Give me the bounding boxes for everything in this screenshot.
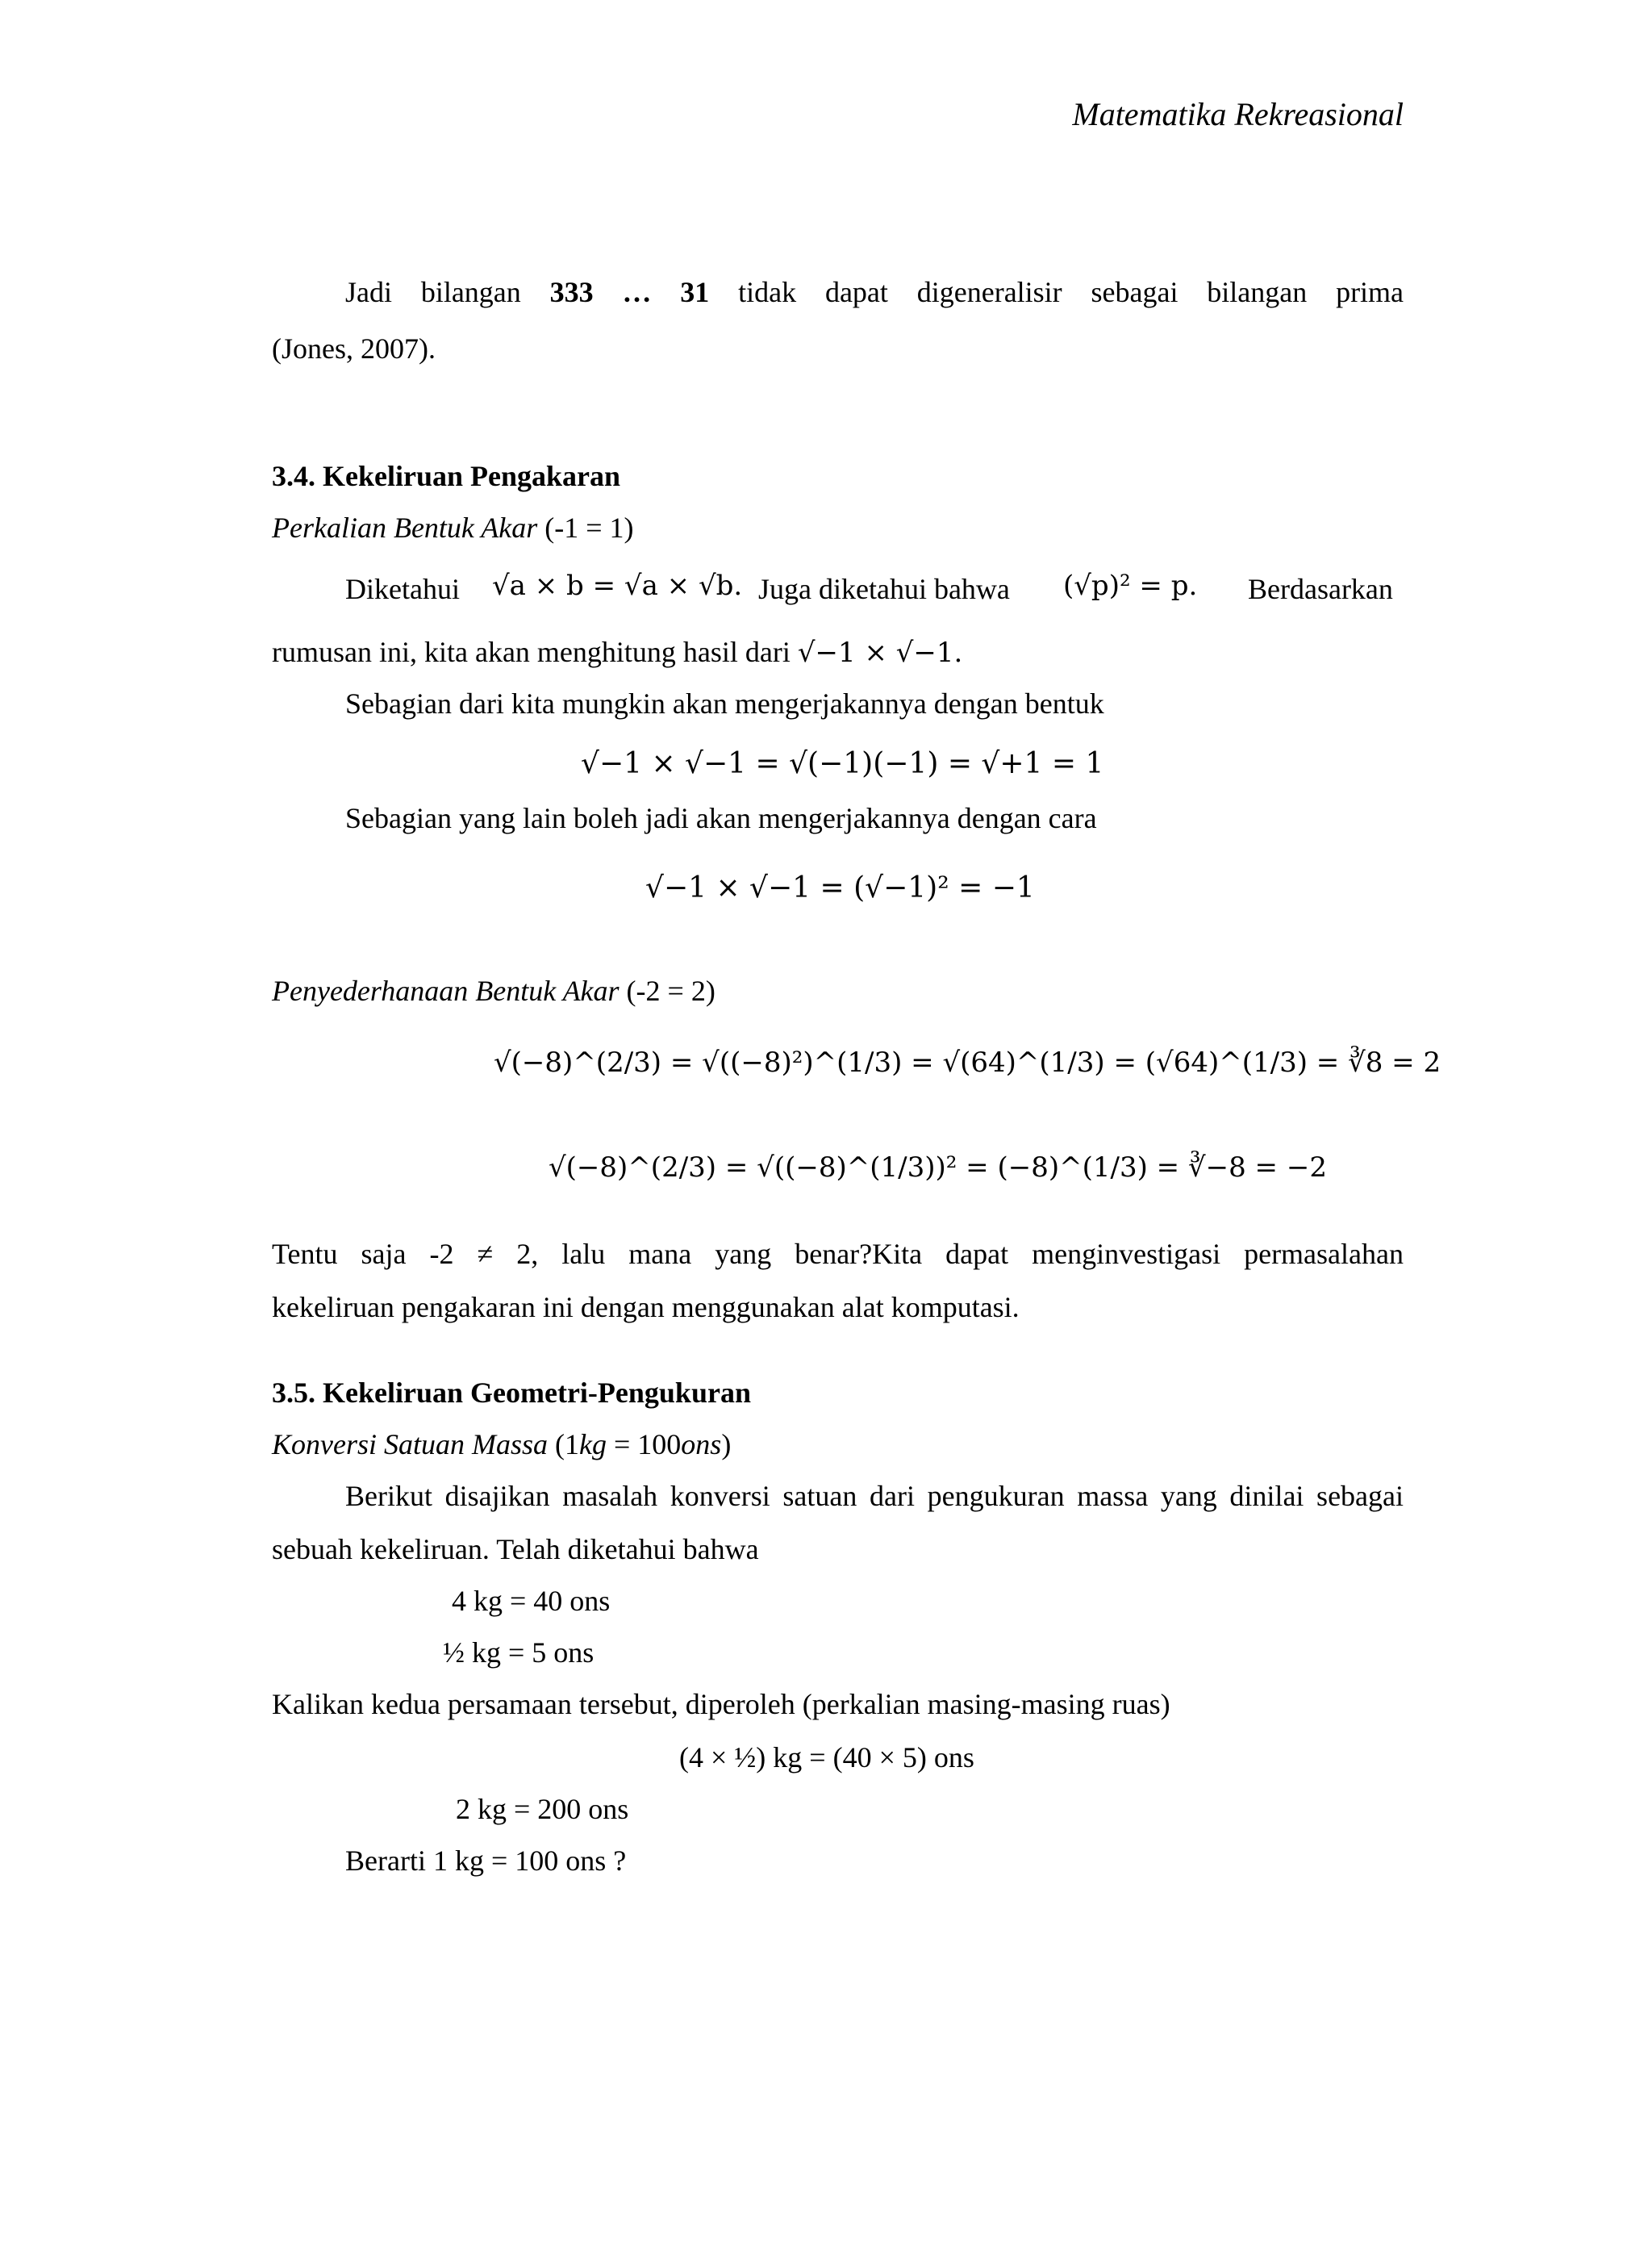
s35-equation-4: 2 kg = 200 ons — [456, 1793, 629, 1825]
section-3-4-number: 3.4. — [272, 460, 315, 492]
equation-b — [645, 852, 1035, 917]
subheading-konversi-eq: = 100 — [606, 1428, 682, 1460]
intro-line-1 — [345, 274, 1404, 310]
subheading-konversi-kg: kg — [579, 1428, 607, 1460]
subheading-konversi-close: ) — [721, 1428, 732, 1460]
equation-c-text: √(−8)^(2/3) = √((−8)²)^(1/3) = √(64)^(1/3) = (√64)^(1/3) = ∛8 = 2 — [494, 1047, 1441, 1079]
s35-equation-3: (4 × ½) kg = (40 × 5) ons — [679, 1741, 974, 1773]
equation-b-text: √−1 × √−1 = (√−1)² = −1 — [645, 871, 1035, 904]
s35-equation-1: 4 kg = 40 ons — [452, 1585, 611, 1617]
equation-c — [494, 1021, 1441, 1094]
intro-number: 333 … 31 — [549, 276, 710, 308]
p1-equation-root-product — [492, 570, 742, 602]
p1-diketahui: Diketahui — [345, 573, 460, 605]
p2-text: Sebagian dari kita mungkin akan mengerjakannya dengan bentuk — [345, 687, 1104, 720]
s35-p2-text: Kalikan kedua persamaan tersebut, diperoleh (perkalian masing-masing ruas) — [272, 1688, 1170, 1720]
subheading-penyederhanaan — [272, 973, 715, 1009]
p1-equation-square — [1063, 570, 1197, 602]
p1-equation-root-product-text: √a × b = √a × √b. — [492, 570, 743, 602]
equation-d-text: √(−8)^(2/3) = √((−8)^(1/3))² = (−8)^(1/3) = ∛−8 = −2 — [549, 1151, 1327, 1184]
subheading-perkalian-paren: (-1 = 1) — [544, 512, 634, 544]
p1-equation-square-text: (√p)² = p. — [1063, 570, 1198, 602]
p1-line-2 — [272, 634, 962, 671]
equation-a-text: √−1 × √−1 = √(−1)(−1) = √+1 = 1 — [581, 747, 1104, 780]
section-3-5-number: 3.5. — [272, 1377, 315, 1409]
subheading-perkalian-italic: Perkalian Bentuk Akar — [272, 512, 538, 544]
p4-line-2: kekeliruan pengakaran ini dengan menggunakan alat komputasi. — [272, 1291, 1020, 1323]
intro-text-b: tidak dapat digeneralisir sebagai bilangan prima — [738, 276, 1404, 308]
s35-p1-line-2: sebuah kekeliruan. Telah diketahui bahwa — [272, 1533, 759, 1565]
section-3-4-heading — [272, 458, 620, 494]
subheading-konversi-ons: ons — [681, 1428, 722, 1460]
subheading-konversi-open: (1 — [555, 1428, 579, 1460]
subheading-penyederhanaan-italic: Penyederhanaan Bentuk Akar — [272, 975, 620, 1007]
section-3-4-title: Kekeliruan Pengakaran — [323, 460, 621, 492]
running-header: Matematika Rekreasional — [1072, 96, 1404, 132]
s35-equation-2: ½ kg = 5 ons — [443, 1636, 594, 1669]
s35-p3-text: Berarti 1 kg = 100 ons ? — [345, 1844, 627, 1877]
p1-line-2-text: rumusan ini, kita akan menghitung hasil dari — [272, 636, 791, 668]
p1-berdasarkan: Berdasarkan — [1248, 573, 1393, 605]
p4-line-1: Tentu saja -2 ≠ 2, lalu mana yang benar?Kita dapat menginvestigasi permasalahan — [272, 1238, 1404, 1270]
intro-line-2: (Jones, 2007). — [272, 332, 436, 365]
equation-a — [581, 736, 1104, 784]
section-3-5-heading — [272, 1375, 751, 1410]
p1-line-2-equation: √−1 × √−1. — [797, 637, 963, 669]
s35-p1-line-1: Berikut disajikan masalah konversi satuan dari pengukuran massa yang dinilai sebagai — [345, 1480, 1404, 1512]
section-3-5-title: Kekeliruan Geometri-Pengukuran — [323, 1377, 751, 1409]
p3-text: Sebagian yang lain boleh jadi akan mengerjakannya dengan cara — [345, 802, 1097, 834]
intro-text-a: Jadi bilangan — [345, 276, 521, 308]
subheading-konversi-italic: Konversi Satuan Massa — [272, 1428, 548, 1460]
equation-d — [549, 1126, 1327, 1231]
subheading-perkalian — [272, 510, 634, 545]
p1-juga: Juga diketahui bahwa — [758, 573, 1010, 605]
subheading-konversi — [272, 1427, 731, 1462]
subheading-penyederhanaan-paren: (-2 = 2) — [626, 975, 715, 1007]
